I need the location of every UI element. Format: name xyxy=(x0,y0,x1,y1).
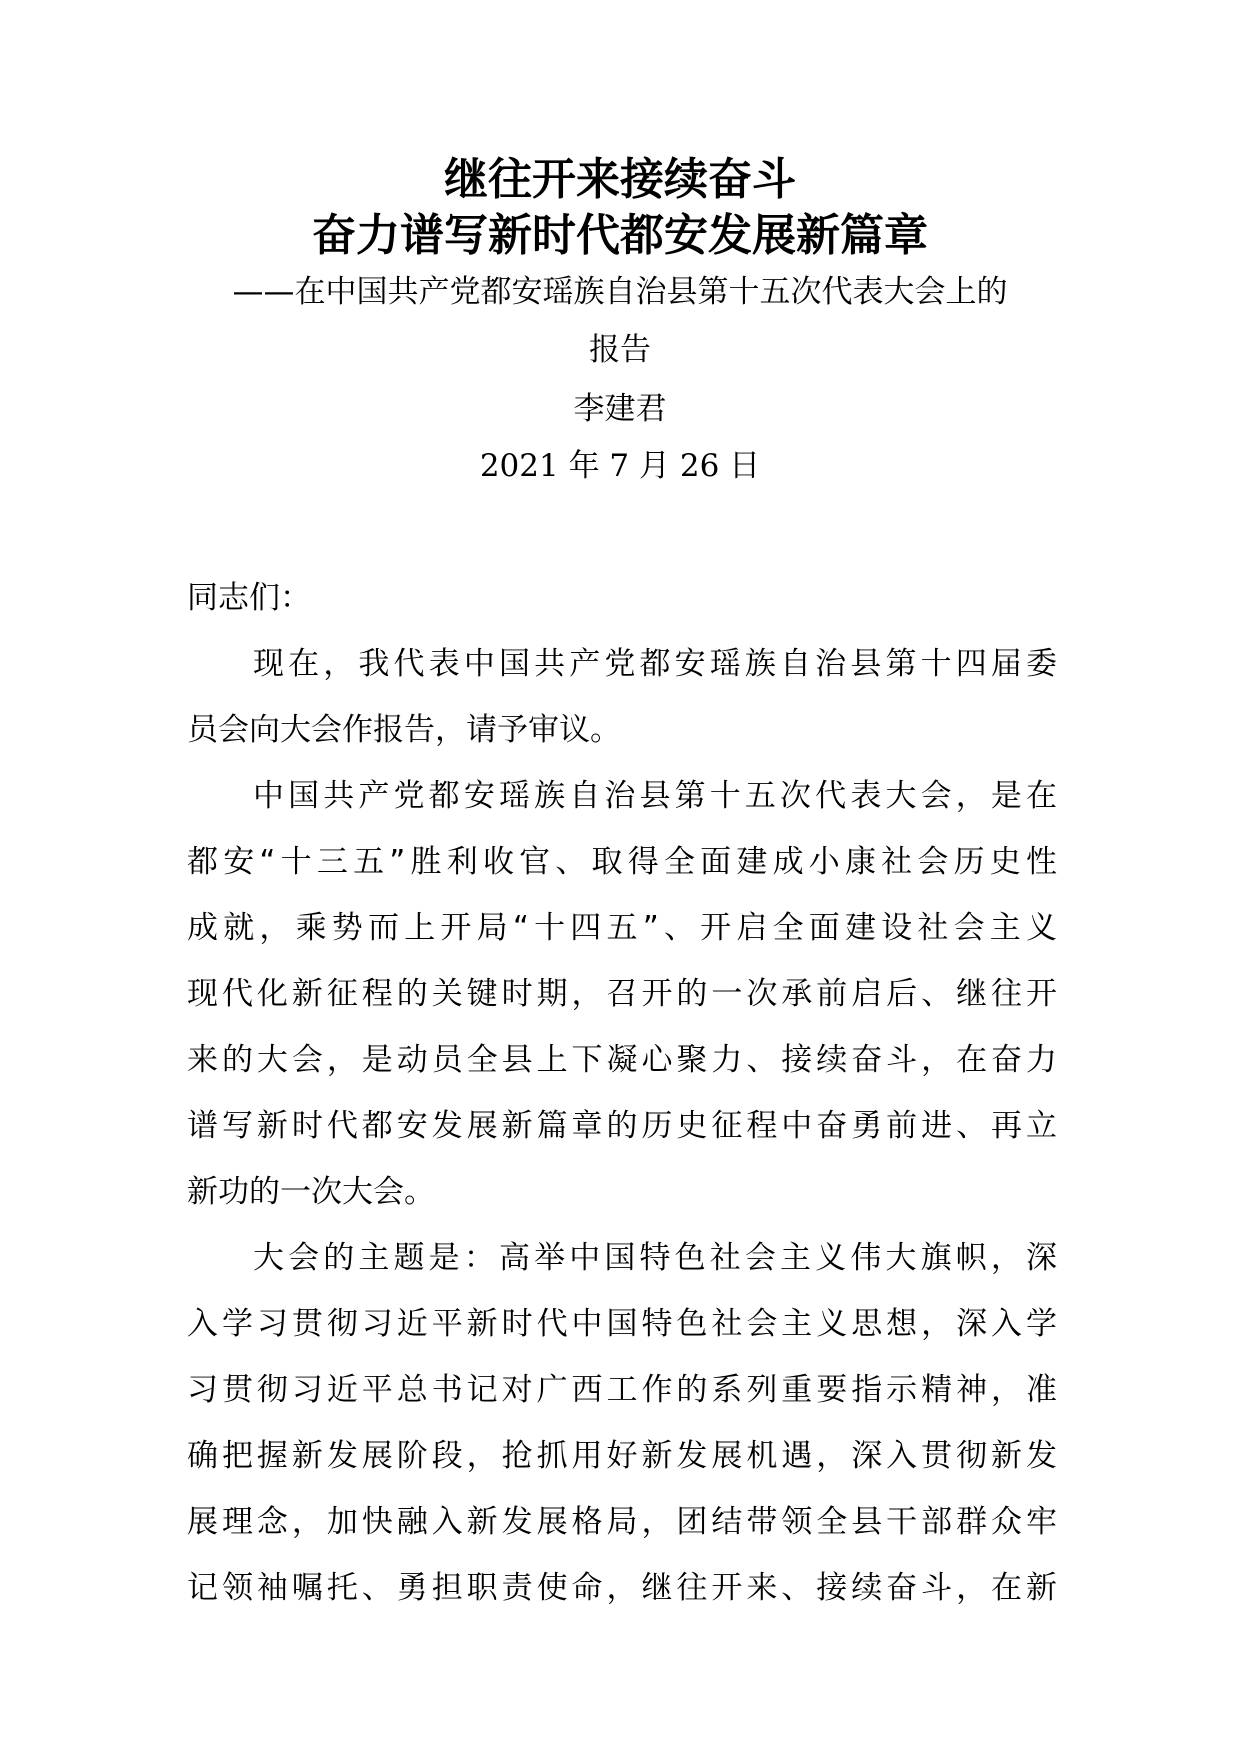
paragraph-line: 成就，乘势而上开局“十四五”、开启全面建设社会主义 xyxy=(187,910,1057,946)
report-date: 2021 年 7 月 26 日 xyxy=(479,448,761,484)
paragraph-1 xyxy=(187,631,1057,763)
paragraph-line: 来的大会，是动员全县上下凝心聚力、接续奋斗，在奋力 xyxy=(187,1042,1057,1078)
title-line-1: 继往开来接续奋斗 xyxy=(444,154,796,205)
author-name: 李建君 xyxy=(573,391,667,427)
paragraph-line: 现代化新征程的关键时期，召开的一次承前启后、继往开 xyxy=(187,976,1057,1012)
paragraph-line: 中国共产党都安瑶族自治县第十五次代表大会，是在 xyxy=(253,778,1057,814)
paragraph-line: 习贯彻习近平总书记对广西工作的系列重要指示精神，准 xyxy=(187,1372,1057,1408)
paragraph-line: 大会的主题是：高举中国特色社会主义伟大旗帜，深 xyxy=(253,1240,1057,1276)
subtitle-line-2: 报告 xyxy=(589,332,651,368)
salutation: 同志们： xyxy=(187,580,311,616)
paragraph-line: 记领袖嘱托、勇担职责使命，继往开来、接续奋斗，在新 xyxy=(187,1570,1057,1606)
paragraph-line: 新功的一次大会。 xyxy=(187,1174,435,1210)
paragraph-line: 现在，我代表中国共产党都安瑶族自治县第十四届委 xyxy=(253,646,1057,682)
body-text xyxy=(187,565,1057,1621)
paragraph-line: 员会向大会作报告，请予审议。 xyxy=(187,712,621,748)
paragraph-2 xyxy=(187,763,1057,1225)
title-line-2: 奋力谱写新时代都安发展新篇章 xyxy=(312,210,928,261)
paragraph-line: 都安“十三五”胜利收官、取得全面建成小康社会历史性 xyxy=(187,844,1057,880)
paragraph-line: 确把握新发展阶段，抢抓用好新发展机遇，深入贯彻新发 xyxy=(187,1438,1057,1474)
subtitle-line-1: ——在中国共产党都安瑶族自治县第十五次代表大会上的 xyxy=(232,274,1008,310)
paragraph-3 xyxy=(187,1225,1057,1621)
paragraph-line: 展理念，加快融入新发展格局，团结带领全县干部群众牢 xyxy=(187,1504,1057,1540)
paragraph-line: 入学习贯彻习近平新时代中国特色社会主义思想，深入学 xyxy=(187,1306,1057,1342)
paragraph-line: 谱写新时代都安发展新篇章的历史征程中奋勇前进、再立 xyxy=(187,1108,1057,1144)
